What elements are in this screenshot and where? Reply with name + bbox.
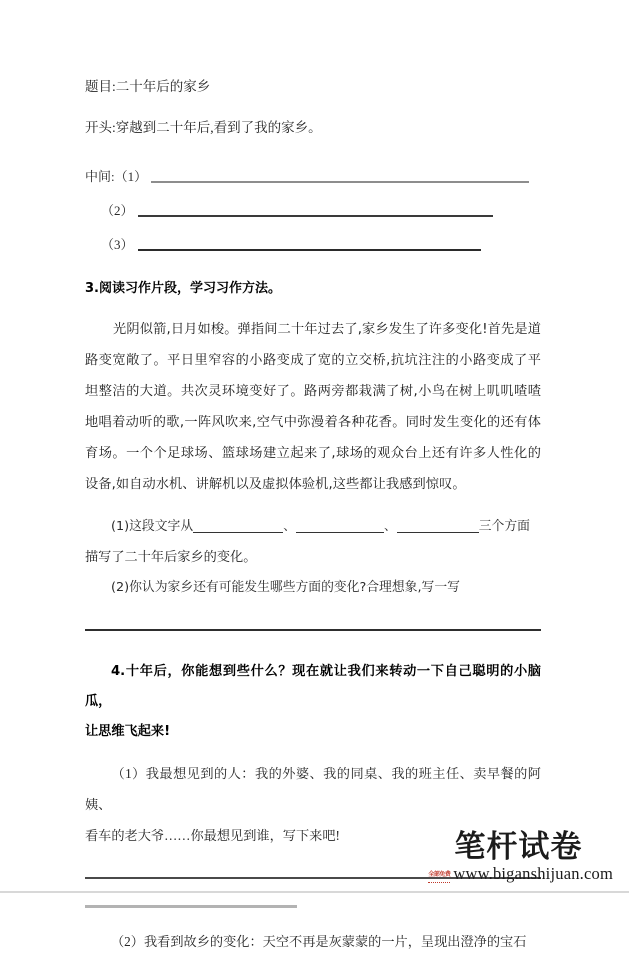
section-3-question-1-cont: 描写了二十年后家乡的变化。	[85, 549, 257, 564]
outline-middle-row-2	[85, 188, 541, 222]
section-3-question-1	[85, 511, 541, 542]
section-4-question-2	[85, 926, 541, 957]
page-content	[85, 72, 541, 957]
section-4-question-1	[85, 758, 541, 820]
outline-middle-label: 中间:（1）	[85, 169, 148, 184]
spacer	[85, 143, 541, 154]
outline-middle-row-3	[85, 222, 541, 256]
s4-q2-line1: （2）我看到故乡的变化：天空不再是灰蒙蒙的一片，呈现出澄净的宝石	[111, 934, 527, 949]
q2-text: (2)你认为家乡还有可能发生哪些方面的变化?合理想象,写一写	[111, 580, 460, 595]
q1-blank-1[interactable]	[193, 532, 283, 533]
outline-opening-line: 开头:穿越到二十年后,看到了我的家乡。	[85, 120, 322, 135]
section-4-heading-cont: 让思维飞起来!	[85, 724, 171, 739]
answer-blank-middle-3[interactable]	[138, 249, 481, 251]
section-4-heading-line1: 4.十年后，你能想到些什么？现在就让我们来转动一下自己聪明的小脑瓜，	[85, 664, 541, 709]
spacer	[85, 631, 541, 657]
spacer	[85, 908, 541, 926]
spacer	[85, 500, 541, 511]
section-3-heading: 3.阅读习作片段，学习习作方法。	[85, 281, 281, 296]
answer-blank-middle-1[interactable]	[151, 181, 529, 183]
spacer	[85, 603, 541, 629]
section-4-heading	[85, 657, 541, 717]
q1-prefix: (1)这段文字从	[111, 519, 194, 534]
q1-separator-2: 、	[383, 519, 397, 534]
q1-blank-3[interactable]	[397, 532, 479, 533]
section-3-question-2	[85, 572, 541, 603]
q1-separator-1: 、	[283, 519, 296, 534]
watermark-brand: 笔杆试卷	[454, 829, 583, 865]
watermark	[428, 830, 613, 883]
answer-blank-middle-2[interactable]	[138, 215, 493, 217]
spacer	[85, 256, 541, 274]
spacer	[85, 747, 541, 758]
s4-q1-line1: （1）我最想见到的人：我的外婆、我的同桌、我的班主任、卖早餐的阿姨、	[85, 766, 541, 812]
spacer	[85, 303, 541, 314]
passage-text: 光阴似箭,日月如梭。弹指间二十年过去了,家乡发生了许多变化!首先是道路变宽敞了。平日里窄容的小路变成了宽的立交桥,抗坑注注的小路变成了平坦整洁的大道。共次灵环境变好了。路两旁都栽满了树,小鸟在树上叽叽喳喳地唱着动听的歌,一阵风吹来,空气中弥漫着各种花香。同时发生变化的还有体育场。一个个足球场、篮球场建立起来了,球场的观众台上还有许多人性化的设备,如自动水机、讲解机以及虚拟体验机,这些都让我感到惊叹。	[85, 322, 541, 492]
spacer	[85, 102, 541, 113]
watermark-free-badge: 全部免费	[428, 871, 450, 883]
outline-middle-row-1	[85, 154, 541, 188]
outline-item3-label: （3）	[101, 237, 134, 252]
q1-blank-2[interactable]	[296, 532, 384, 533]
watermark-bottom-row	[428, 864, 613, 883]
watermark-url: www.biganshijuan.com	[453, 864, 613, 883]
outline-title-line: 题目:二十年后的家乡	[85, 79, 211, 94]
section-3-passage	[85, 314, 541, 500]
q1-suffix: 三个方面	[478, 519, 530, 534]
section-4-question-1-cont: 看车的老大爷……你最想见到谁，写下来吧!	[85, 828, 340, 843]
outline-item2-label: （2）	[101, 203, 134, 218]
